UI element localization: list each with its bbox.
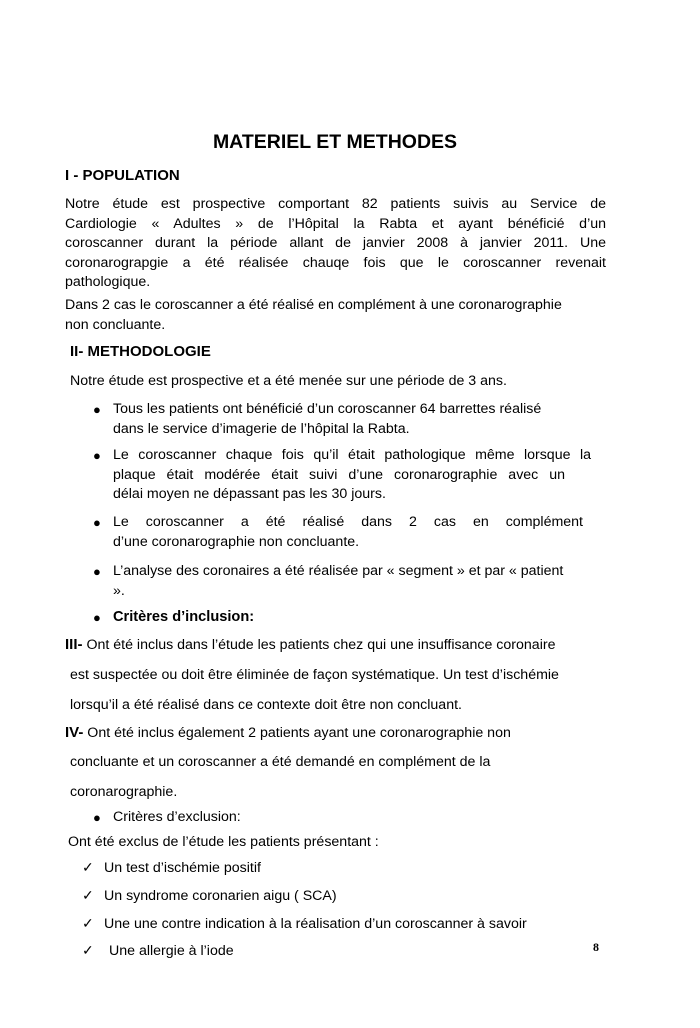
text-line: non concluante. [65, 316, 166, 333]
section-3-numeral: III- [65, 636, 83, 653]
bullet-icon: ● [93, 515, 101, 530]
text-line: L’analyse des coronaires a été réalisée par « segment » et par « patient [113, 563, 564, 579]
text-line: est suspectée ou doit être éliminée de façon systématique. Un test d’ischémie [70, 667, 559, 683]
bullet-icon: ● [93, 564, 101, 579]
bullet-icon: ● [93, 448, 101, 463]
bullet-icon: ● [93, 810, 101, 825]
checkmark-icon: ✓ [82, 916, 94, 932]
text-line: Le coroscanner a été réalisé dans 2 cas en complément [113, 514, 583, 530]
text-line: délai moyen ne dépassant pas les 30 jours. [113, 486, 386, 503]
text-line: Tous les patients ont bénéficié d’un coroscanner 64 barrettes réalisé [113, 401, 542, 417]
text-line: Un syndrome coronarien aigu ( SCA) [104, 888, 337, 904]
exclusion-label: Critères d’exclusion: [113, 809, 241, 825]
text-line: ». [113, 582, 125, 599]
list-item [82, 943, 234, 959]
text-line: Ont été inclus également 2 patients ayant une coronarographie non [87, 725, 511, 741]
text-line: Le coroscanner chaque fois qu’il était pathologique même lorsque la [113, 447, 591, 463]
text-line: dans le service d’imagerie de l’hôpital la Rabta. [113, 420, 410, 437]
section-4-line [65, 723, 511, 744]
text-line: coroscanner durant la période allant de janvier 2008 à janvier 2011. Une [65, 235, 606, 252]
text-line: pathologique. [65, 274, 151, 291]
exclusion-intro: Ont été exclus de l’étude les patients présentant : [68, 834, 379, 850]
bullet-icon: ● [93, 610, 101, 625]
checkmark-icon: ✓ [82, 860, 94, 876]
checkmark-icon: ✓ [82, 943, 94, 959]
population-paragraph [65, 195, 606, 293]
text-line: d’une coronarographie non concluante. [113, 533, 360, 550]
population-paragraph-2 [65, 296, 606, 335]
text-line: Un test d’ischémie positif [104, 860, 261, 876]
text-line: Ont été inclus dans l’étude les patients chez qui une insuffisance coronaire [86, 637, 556, 653]
inclusion-label: Critères d’inclusion: [113, 609, 255, 625]
methodologie-heading: II- METHODOLOGIE [70, 343, 211, 360]
population-heading: I - POPULATION [65, 167, 180, 184]
text-line: Cardiologie « Adultes » de l’Hôpital la Rabta et ayant bénéficié d’un [65, 215, 606, 232]
text-line: coronarographie. [70, 784, 178, 800]
bullet-icon: ● [93, 402, 101, 417]
text-line: concluante et un coroscanner a été demandé en complément de la [70, 754, 491, 770]
section-3-line [65, 635, 555, 656]
text-line: coronarograpgie a été réalisée chauqe fois que le coroscanner revenait [65, 254, 606, 271]
list-item [82, 888, 337, 904]
text-line: Une allergie à l’iode [109, 943, 234, 959]
methodologie-intro: Notre étude est prospective et a été menée sur une période de 3 ans. [70, 373, 507, 389]
section-4-numeral: IV- [65, 724, 84, 741]
page-number: 8 [593, 940, 599, 954]
page-title: MATERIEL ET METHODES [212, 131, 458, 153]
list-item [82, 860, 261, 876]
text-line: Notre étude est prospective comportant 82 patients suivis au Service de [65, 196, 606, 212]
text-line: Une une contre indication à la réalisation d’un coroscanner à savoir [104, 916, 527, 932]
text-line: Dans 2 cas le coroscanner a été réalisé en complément à une coronarographie [65, 297, 562, 313]
list-item [82, 916, 527, 932]
text-line: plaque était modérée était suivi d’une coronarographie avec un [113, 466, 565, 483]
checkmark-icon: ✓ [82, 888, 94, 904]
text-line: lorsqu’il a été réalisé dans ce contexte doit être non concluant. [70, 697, 462, 713]
